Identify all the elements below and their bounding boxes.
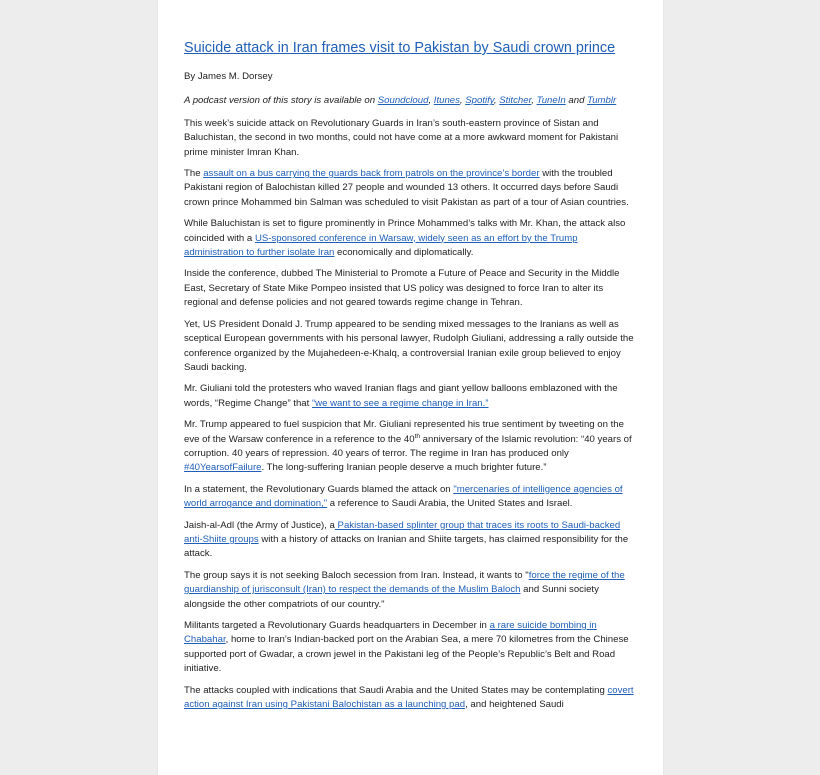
text: with a history of attacks on Iranian and Shiite targets, has claimed responsibility for the attack.: [184, 533, 629, 560]
text: Mr. Giuliani told the protesters who waved Iranian flags and giant yellow balloons emblazoned with the words, “Regime Change” that: [184, 383, 618, 409]
paragraph-1: This week’s suicide attack on Revolutionary Guards in Iran’s south-eastern province of Sistan and Baluchistan, the second in two months, could not have come at a more awkward moment for Pakistani prime minister Imran Khan.: [184, 117, 619, 158]
link-tunein[interactable]: TuneIn: [536, 95, 566, 107]
link-itunes[interactable]: Itunes: [433, 95, 460, 107]
paragraph-4: Inside the conference, dubbed The Ministerial to Promote a Future of Peace and Security in the Middle East, Secretary of State Mike Pompeo insisted that US policy was designed to force Iran to alter its regional and defense policies and not geared towards regime change in Tehran.: [184, 268, 620, 309]
separator: ,: [459, 95, 466, 107]
paragraph-5: Yet, US President Donald J. Trump appeared to be sending mixed messages to the Iranians as well as sceptical European governments with his personal lawyer, Rudolph Giuliani, addressing a rally outside the conference organized by the Mujahedeen-e-Khalq, a controversial Iranian exile group believed to enjoy Saudi backing.: [184, 318, 634, 373]
text: and Sunni society alongside the other compatriots of our country.": [184, 584, 599, 610]
paragraph-2: [184, 167, 637, 210]
text: The attacks coupled with indications that Saudi Arabia and the United States may be contemplating: [184, 684, 608, 696]
paragraph-3: [184, 217, 637, 260]
link-warsaw-conference[interactable]: US-sponsored conference in Warsaw, widely seen as an effort by the Trump administration to further isolate Iran: [184, 232, 578, 259]
paragraph-7: [184, 418, 637, 476]
link-soundcloud[interactable]: Soundcloud: [377, 95, 429, 107]
text: Militants targeted a Revolutionary Guards headquarters in December in: [184, 620, 490, 631]
text: The group says it is not seeking Baloch secession from Iran. Instead, it wants to ": [184, 569, 529, 581]
article-body: [184, 38, 637, 719]
paragraph-12: [184, 684, 637, 713]
text: economically and diplomatically.: [334, 247, 474, 259]
separator: ,: [428, 95, 434, 107]
text: Jaish-al-Adl (the Army of Justice), a: [184, 519, 335, 531]
link-spotify[interactable]: Spotify: [465, 95, 494, 107]
paragraph-9: [184, 519, 637, 562]
article-title[interactable]: Suicide attack in Iran frames visit to Pakistan by Saudi crown prince: [184, 40, 616, 56]
text: While Baluchistan is set to figure prominently in Prince Mohammed’s talks with Mr. Khan, the attack also coincided with a: [184, 218, 626, 244]
text: anniversary of the Islamic revolution: “40 years of corruption. 40 years of repression. 40 years of terror. The regime in Iran has produced only: [184, 433, 632, 459]
separator: ,: [493, 95, 500, 107]
link-stitcher[interactable]: Stitcher: [499, 95, 532, 107]
paragraph-6: [184, 382, 637, 411]
text: The: [184, 168, 204, 180]
separator-and: and: [565, 95, 588, 107]
link-tumblr[interactable]: Tumblr: [587, 95, 617, 107]
link-splinter-group[interactable]: Pakistan-based splinter group that traces its roots to Saudi-backed anti-Shiite groups: [184, 519, 621, 545]
link-mercenaries[interactable]: "mercenaries of intelligence agencies of world arrogance and domination,": [184, 483, 623, 510]
text: In a statement, the Revolutionary Guards blamed the attack on: [184, 483, 454, 495]
link-chabahar[interactable]: a rare suicide bombing in Chabahar: [184, 620, 597, 646]
text: with the troubled Pakistani region of Balochistan killed 27 people and wounded 13 others. It occurred days before Saudi crown prince Mohammed bin Salman was scheduled to visit Pakistan as part of a tour of Asian countries.: [184, 168, 629, 208]
document-page: [158, 0, 663, 775]
link-regime-change[interactable]: “we want to see a regime change in Iran.”: [311, 397, 489, 409]
paragraph-11: [184, 619, 637, 677]
text: , home to Iran’s Indian-backed port on the Arabian Sea, a mere 70 kilometres from the Chinese supported port of Gwadar, a crown jewel in the Pakistani leg of the People’s Republic’s Belt and Road initiative.: [184, 634, 629, 675]
text: Mr. Trump appeared to fuel suspicion that Mr. Giuliani represented his true sentiment by tweeting on the eve of the Warsaw conference in a reference to the 40: [184, 419, 624, 445]
link-hashtag[interactable]: #40YearsofFailure: [184, 462, 262, 474]
text: . The long-suffering Iranian people deserve a much brighter future.”: [261, 462, 547, 474]
byline: By James M. Dorsey: [184, 71, 273, 82]
text: , and heightened Saudi: [465, 699, 564, 711]
podcast-note: [184, 94, 637, 108]
superscript: th: [414, 432, 420, 440]
text: a reference to Saudi Arabia, the United States and Israel.: [327, 498, 573, 510]
link-force-regime[interactable]: force the regime of the guardianship of jurisconsult (Iran) to respect the demands of the Muslim Baloch: [184, 569, 625, 596]
link-covert-action[interactable]: covert action against Iran using Pakistani Balochistan as a launching pad: [184, 684, 634, 711]
paragraph-10: [184, 569, 637, 612]
separator: ,: [531, 95, 537, 107]
podcast-lead: A podcast version of this story is available on: [184, 95, 378, 107]
paragraph-8: [184, 483, 637, 512]
link-bus-assault[interactable]: assault on a bus carrying the guards back from patrols on the province’s border: [203, 168, 540, 180]
